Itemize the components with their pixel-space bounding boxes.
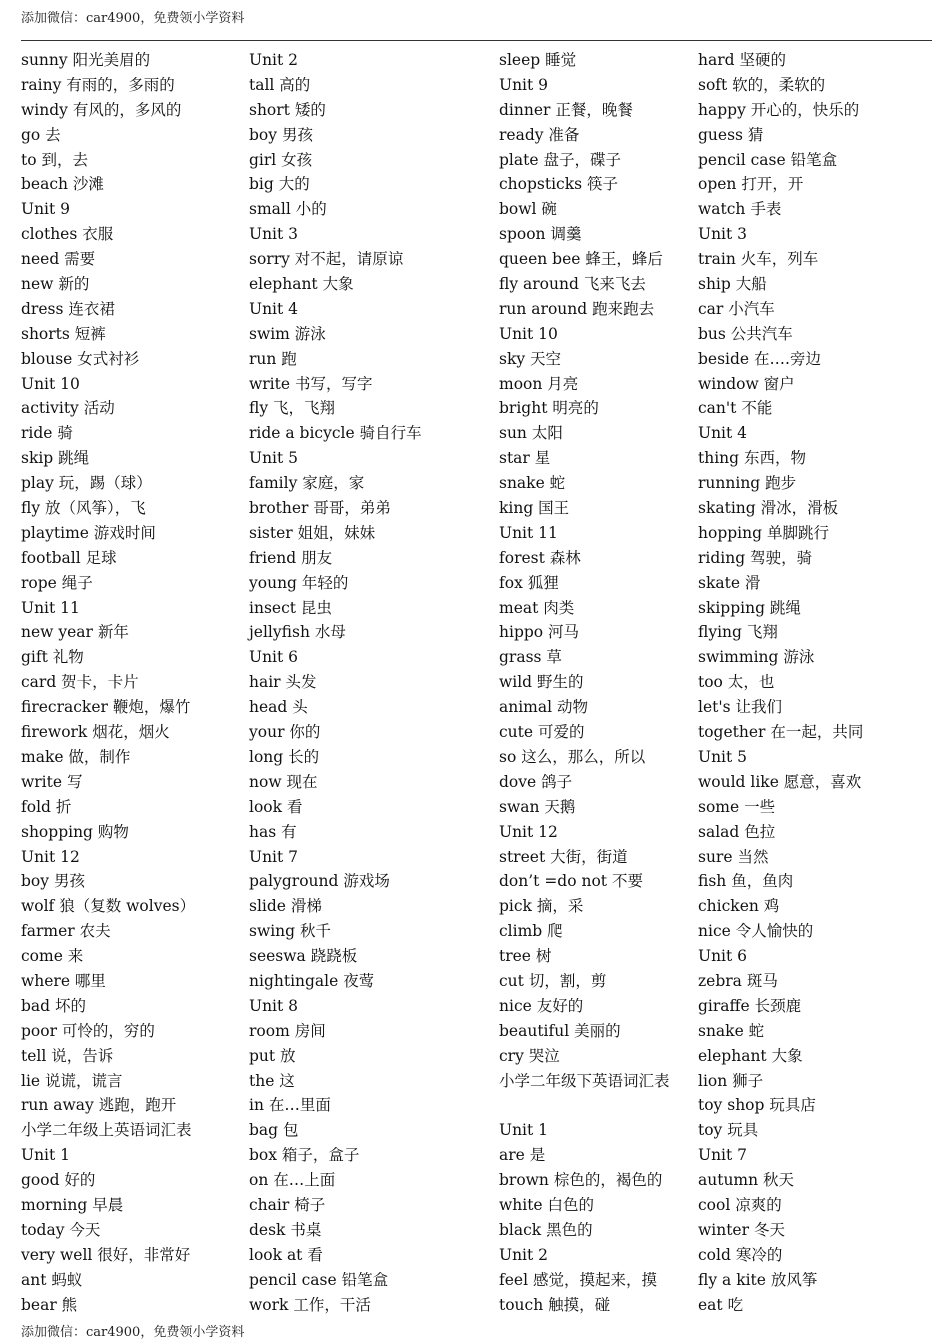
- unit-heading: Unit 12: [21, 847, 80, 866]
- vocab-entry: poor 可怜的，穷的: [21, 1021, 155, 1040]
- unit-heading: Unit 4: [698, 424, 748, 443]
- vocab-entry: dinner 正餐，晚餐: [499, 100, 633, 119]
- vocab-entry: beach 沙滩: [21, 175, 104, 194]
- vocab-entry: head 头: [249, 698, 308, 717]
- vocab-entry: dove 鸽子: [499, 772, 573, 791]
- vocab-entry: sorry 对不起，请原谅: [249, 250, 404, 269]
- vocab-entry: plate 盘子，碟子: [499, 150, 621, 169]
- vocab-entry: can't 不能: [698, 399, 773, 418]
- vocab-entry: activity 活动: [21, 399, 115, 418]
- vocab-entry: run away 逃跑，跑开: [21, 1096, 177, 1115]
- vocab-entry: sister 姐姐，妹妹: [249, 523, 376, 542]
- vocab-entry: go 去: [21, 125, 61, 144]
- vocab-entry: feel 感觉，摸起来，摸: [499, 1270, 657, 1289]
- unit-heading: Unit 2: [499, 1245, 549, 1264]
- vocab-entry: happy 开心的，快乐的: [698, 100, 860, 119]
- vocab-entry: swim 游泳: [249, 324, 326, 343]
- vocab-entry: need 需要: [21, 250, 96, 269]
- vocab-entry: has 有: [249, 822, 297, 841]
- vocab-entry: put 放: [249, 1046, 296, 1065]
- vocab-entry: swan 天鹅: [499, 797, 576, 816]
- unit-heading: Unit 3: [249, 225, 299, 244]
- vocab-entry: small 小的: [249, 200, 327, 219]
- vocab-entry: running 跑步: [698, 474, 797, 493]
- vocab-entry: farmer 农夫: [21, 922, 111, 941]
- vocab-entry: eat 吃: [698, 1295, 744, 1314]
- vocab-entry: morning 早晨: [21, 1195, 124, 1214]
- vocab-entry: your 你的: [249, 723, 321, 742]
- vocab-entry: chair 椅子: [249, 1195, 326, 1214]
- unit-heading: Unit 2: [249, 51, 299, 69]
- vocab-entry: ant 蚂蚁: [21, 1270, 83, 1289]
- vocab-entry: fly 放（风筝），飞: [21, 499, 146, 518]
- vocab-entry: seeswa 跷跷板: [249, 947, 358, 966]
- vocab-entry: together 在一起，共同: [698, 723, 864, 742]
- vocab-entry: in 在…里面: [249, 1096, 331, 1115]
- vocab-entry: skate 滑: [698, 573, 761, 592]
- vocab-entry: cold 寒冷的: [698, 1245, 783, 1264]
- vocab-entry: lie 说谎，谎言: [21, 1071, 123, 1090]
- vocab-entry: black 黑色的: [499, 1220, 593, 1239]
- unit-heading: Unit 6: [698, 947, 748, 966]
- vocab-entry: fold 折: [21, 797, 72, 816]
- vocab-entry: meat 肉类: [499, 598, 575, 617]
- vocab-entry: ship 大船: [698, 275, 767, 294]
- vocab-entry: blouse 女式衬衫: [21, 349, 140, 368]
- vocab-entry: come 来: [21, 947, 84, 966]
- vocab-entry: beside 在….旁边: [698, 349, 821, 368]
- vocab-column-3: [499, 48, 689, 1317]
- vocab-entry: card 贺卡，卡片: [21, 673, 139, 692]
- vocab-entry: hard 坚硬的: [698, 51, 786, 69]
- unit-heading: Unit 8: [249, 996, 299, 1015]
- vocab-entry: pencil case 铅笔盒: [249, 1270, 389, 1289]
- vocab-entry: hopping 单脚跳行: [698, 523, 829, 542]
- section-title: 小学二年级上英语词汇表: [21, 1121, 192, 1140]
- vocab-entry: good 好的: [21, 1171, 96, 1190]
- vocab-entry: autumn 秋天: [698, 1171, 795, 1190]
- page-footer-note: 添加微信：car4900，免费领小学资料: [21, 1325, 245, 1340]
- vocab-entry: some 一些: [698, 797, 776, 816]
- unit-heading: Unit 11: [499, 523, 558, 542]
- vocab-entry: star 星: [499, 449, 551, 468]
- vocab-entry: run around 跑来跑去: [499, 299, 655, 318]
- vocab-entry: room 房间: [249, 1021, 326, 1040]
- vocab-entry: skipping 跳绳: [698, 598, 801, 617]
- vocab-entry: bad 坏的: [21, 996, 87, 1015]
- vocab-entry: short 矮的: [249, 100, 326, 119]
- vocab-entry: slide 滑梯: [249, 897, 322, 916]
- vocab-entry: queen bee 蜂王，蜂后: [499, 250, 663, 269]
- vocab-entry: watch 手表: [698, 200, 782, 219]
- unit-heading: Unit 7: [249, 847, 299, 866]
- vocab-entry: clothes 衣服: [21, 225, 114, 244]
- vocab-entry: giraffe 长颈鹿: [698, 996, 802, 1015]
- vocab-entry: tall 高的: [249, 75, 311, 94]
- vocab-entry: zebra 斑马: [698, 971, 778, 990]
- vocab-entry: fly around 飞来飞去: [499, 275, 646, 294]
- vocab-entry: new 新的: [21, 275, 90, 294]
- unit-heading: Unit 1: [21, 1146, 71, 1165]
- vocab-entry: animal 动物: [499, 698, 589, 717]
- vocab-entry: look 看: [249, 797, 303, 816]
- vocab-entry: touch 触摸，碰: [499, 1295, 611, 1314]
- vocab-entry: don’t =do not 不要: [499, 872, 643, 891]
- vocab-entry: riding 驾驶，骑: [698, 548, 813, 567]
- vocab-entry: so 这么，那么，所以: [499, 747, 646, 766]
- vocab-entry: the 这: [249, 1071, 295, 1090]
- vocab-entry: open 打开，开: [698, 175, 804, 194]
- vocab-entry: ride 骑: [21, 424, 73, 443]
- vocab-entry: hippo 河马: [499, 623, 580, 642]
- unit-heading: Unit 10: [499, 324, 558, 343]
- vocab-entry: playtime 游戏时间: [21, 523, 156, 542]
- vocab-entry: palyground 游戏场: [249, 872, 390, 891]
- vocab-entry: bowl 碗: [499, 200, 557, 219]
- vocab-entry: shopping 购物: [21, 822, 129, 841]
- vocab-entry: window 窗户: [698, 374, 795, 393]
- vocab-entry: run 跑: [249, 349, 297, 368]
- vocab-entry: boy 男孩: [249, 125, 313, 144]
- vocab-entry: box 箱子，盒子: [249, 1146, 360, 1165]
- vocab-entry: would like 愿意，喜欢: [698, 772, 862, 791]
- vocab-entry: skating 滑冰，滑板: [698, 499, 839, 518]
- vocab-entry: beautiful 美丽的: [499, 1021, 621, 1040]
- vocab-entry: train 火车，列车: [698, 250, 819, 269]
- vocab-entry: sunny 阳光美眉的: [21, 51, 151, 69]
- vocab-entry: gift 礼物: [21, 648, 84, 667]
- vocab-entry: bright 明亮的: [499, 399, 599, 418]
- vocab-entry: ready 准备: [499, 125, 580, 144]
- unit-heading: Unit 11: [21, 598, 80, 617]
- unit-heading: Unit 1: [499, 1121, 549, 1140]
- vocab-entry: work 工作，干活: [249, 1295, 371, 1314]
- vocab-entry: winter 冬天: [698, 1220, 785, 1239]
- vocab-entry: bag 包: [249, 1121, 299, 1140]
- vocab-entry: desk 书桌: [249, 1220, 322, 1239]
- vocab-entry: brother 哥哥，弟弟: [249, 499, 391, 518]
- vocab-entry: chicken 鸡: [698, 897, 780, 916]
- vocab-entry: tell 说，告诉: [21, 1046, 114, 1065]
- header-divider: [21, 40, 932, 41]
- vocab-entry: play 玩，踢（球）: [21, 474, 152, 493]
- vocab-entry: cut 切，割，剪: [499, 971, 607, 990]
- vocab-entry: nice 令人愉快的: [698, 922, 814, 941]
- vocab-entry: thing 东西，物: [698, 449, 807, 468]
- vocab-entry: hair 头发: [249, 673, 317, 692]
- vocab-entry: brown 棕色的，褐色的: [499, 1171, 663, 1190]
- vocab-entry: friend 朋友: [249, 548, 333, 567]
- vocab-entry: elephant 大象: [249, 275, 354, 294]
- section-title: 小学二年级下英语词汇表: [499, 1071, 670, 1090]
- vocab-entry: pick 摘，采: [499, 897, 584, 916]
- vocab-entry: wolf 狼（复数 wolves）: [21, 897, 196, 916]
- vocab-entry: too 太，也: [698, 673, 775, 692]
- vocab-entry: long 长的: [249, 747, 320, 766]
- vocab-entry: today 今天: [21, 1220, 101, 1239]
- vocab-entry: forest 森林: [499, 548, 581, 567]
- vocab-entry: nice 友好的: [499, 996, 584, 1015]
- vocab-entry: swimming 游泳: [698, 648, 815, 667]
- vocab-entry: car 小汽车: [698, 299, 775, 318]
- unit-heading: Unit 9: [21, 200, 71, 219]
- vocab-entry: bus 公共汽车: [698, 324, 793, 343]
- vocab-entry: guess 猜: [698, 125, 764, 144]
- unit-heading: Unit 6: [249, 648, 299, 667]
- vocab-entry: pencil case 铅笔盒: [698, 150, 838, 169]
- unit-heading: Unit 4: [249, 299, 299, 318]
- vocab-entry: fish 鱼，鱼肉: [698, 872, 794, 891]
- unit-heading: Unit 7: [698, 1146, 748, 1165]
- vocab-entry: big 大的: [249, 175, 310, 194]
- vocab-column-2: [249, 48, 494, 1317]
- vocab-entry: bear 熊: [21, 1295, 78, 1314]
- vocab-entry: rope 绳子: [21, 573, 93, 592]
- vocab-entry: write 书写，写字: [249, 374, 373, 393]
- vocab-entry: moon 月亮: [499, 374, 579, 393]
- vocab-entry: rainy 有雨的，多雨的: [21, 75, 175, 94]
- vocab-entry: fox 狐狸: [499, 573, 559, 592]
- vocab-entry: fly 飞，飞翔: [249, 399, 336, 418]
- vocab-entry: street 大街，街道: [499, 847, 628, 866]
- vocab-entry: where 哪里: [21, 971, 106, 990]
- vocab-column-1: [21, 48, 246, 1317]
- vocab-entry: write 写: [21, 772, 83, 791]
- vocab-entry: snake 蛇: [499, 474, 566, 493]
- vocab-entry: grass 草: [499, 648, 562, 667]
- vocab-entry: shorts 短裤: [21, 324, 106, 343]
- vocab-entry: fly a kite 放风筝: [698, 1270, 818, 1289]
- vocab-entry: cry 哭泣: [499, 1046, 560, 1065]
- vocab-entry: firework 烟花，烟火: [21, 723, 170, 742]
- unit-heading: Unit 5: [249, 449, 299, 468]
- vocab-entry: snake 蛇: [698, 1021, 765, 1040]
- unit-heading: Unit 3: [698, 225, 748, 244]
- vocab-entry: skip 跳绳: [21, 449, 90, 468]
- vocab-entry: girl 女孩: [249, 150, 313, 169]
- page-header-note: 添加微信：car4900，免费领小学资料: [21, 11, 245, 26]
- vocab-entry: toy shop 玩具店: [698, 1096, 816, 1115]
- vocab-entry: flying 飞翔: [698, 623, 778, 642]
- vocab-entry: cool 凉爽的: [698, 1195, 782, 1214]
- vocab-entry: salad 色拉: [698, 822, 776, 841]
- vocab-entry: wild 野生的: [499, 673, 584, 692]
- vocab-entry: king 国王: [499, 499, 570, 518]
- vocab-entry: firecracker 鞭炮，爆竹: [21, 698, 191, 717]
- vocab-entry: cute 可爱的: [499, 723, 585, 742]
- vocab-entry: elephant 大象: [698, 1046, 803, 1065]
- unit-heading: Unit 5: [698, 747, 748, 766]
- vocab-entry: jellyfish 水母: [249, 623, 346, 642]
- vocab-entry: family 家庭，家: [249, 474, 365, 493]
- vocab-entry: boy 男孩: [21, 872, 85, 891]
- vocab-entry: very well 很好，非常好: [21, 1245, 191, 1264]
- vocab-entry: now 现在: [249, 772, 318, 791]
- vocab-entry: to 到，去: [21, 150, 88, 169]
- vocab-entry: young 年轻的: [249, 573, 349, 592]
- unit-heading: Unit 10: [21, 374, 80, 393]
- vocab-entry: white 白色的: [499, 1195, 595, 1214]
- unit-heading: Unit 12: [499, 822, 558, 841]
- vocab-entry: windy 有风的，多风的: [21, 100, 182, 119]
- vocab-entry: on 在…上面: [249, 1171, 336, 1190]
- vocab-entry: nightingale 夜莺: [249, 971, 375, 990]
- vocab-entry: look at 看: [249, 1245, 323, 1264]
- vocab-entry: are 是: [499, 1146, 546, 1165]
- vocab-entry: ride a bicycle 骑自行车: [249, 424, 422, 443]
- vocab-entry: toy 玩具: [698, 1121, 759, 1140]
- vocab-entry: new year 新年: [21, 623, 129, 642]
- vocab-entry: chopsticks 筷子: [499, 175, 619, 194]
- vocab-entry: dress 连衣裙: [21, 299, 115, 318]
- vocab-entry: spoon 调羹: [499, 225, 582, 244]
- vocab-entry: make 做，制作: [21, 747, 131, 766]
- vocab-entry: let's 让我们: [698, 698, 783, 717]
- unit-heading: Unit 9: [499, 75, 549, 94]
- vocab-entry: lion 狮子: [698, 1071, 764, 1090]
- vocab-entry: sky 天空: [499, 349, 562, 368]
- vocab-entry: football 足球: [21, 548, 117, 567]
- vocab-entry: sun 太阳: [499, 424, 563, 443]
- vocab-entry: soft 软的，柔软的: [698, 75, 826, 94]
- vocab-column-4: [698, 48, 938, 1317]
- vocab-entry: tree 树: [499, 947, 552, 966]
- vocab-entry: swing 秋千: [249, 922, 332, 941]
- vocab-entry: insect 昆虫: [249, 598, 332, 617]
- vocab-entry: sure 当然: [698, 847, 769, 866]
- vocab-entry: sleep 睡觉: [499, 51, 577, 69]
- vocab-entry: climb 爬: [499, 922, 563, 941]
